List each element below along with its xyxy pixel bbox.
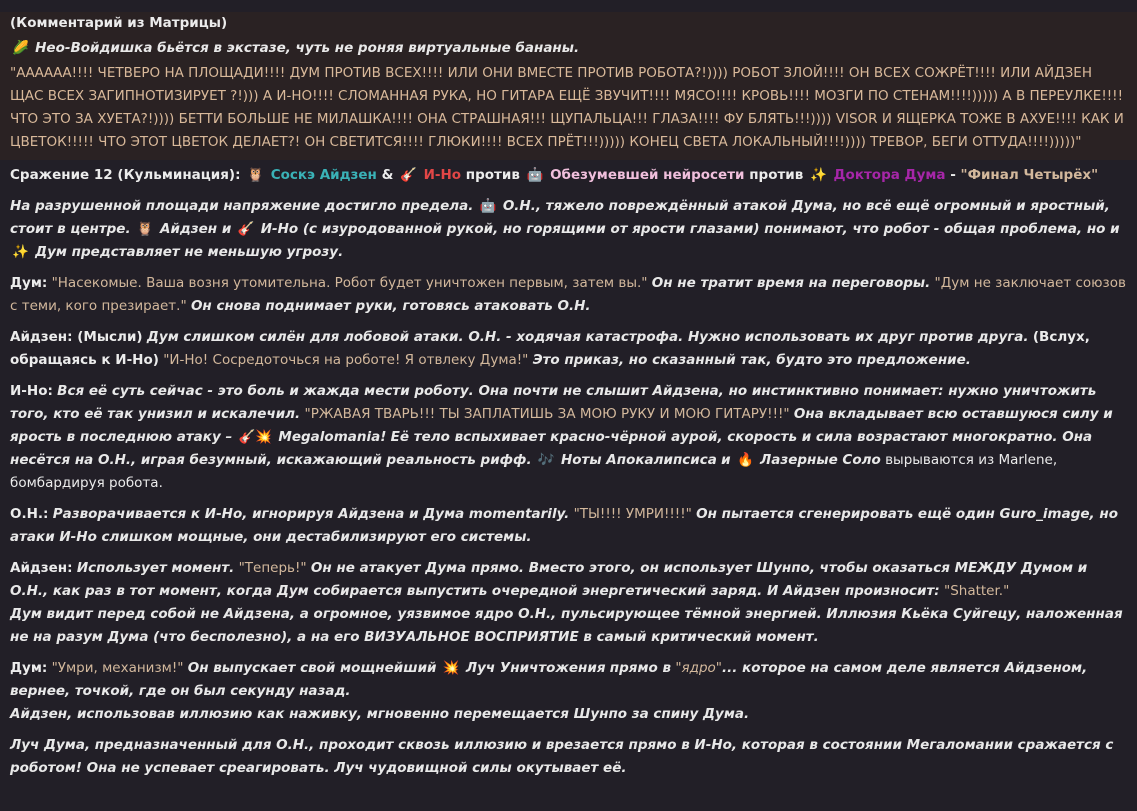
text: Использует момент. (76, 560, 235, 576)
paragraph-6 (10, 557, 1127, 649)
text: ... которое на самом деле является Айдзеном, вернее, точкой, где он был секунду назад. (10, 660, 1088, 699)
text: Разворачивается к И-Но, игнорируя Айдзена и Дума momentarily. (52, 506, 570, 522)
amp: & (381, 167, 394, 183)
speaker: О.Н.: (10, 506, 49, 522)
matrix-heading: (Комментарий из Матрицы) (10, 15, 228, 31)
text: вырываются из Marlene, бомбардируя робота. (10, 452, 1058, 491)
skill-notes: Ноты Апокалипсиса (560, 452, 717, 468)
dialogue: "Умри, механизм!" (51, 660, 184, 676)
text: Луч Дума, предназначенный для О.Н., проходит сквозь иллюзию и врезается прямо в И-Но, которая в состоянии Мегаломании сражается с роботом! Она не успевает среагировать. Луч чудовищной силы окутывает её. (10, 737, 1114, 776)
battle-header (10, 164, 1127, 187)
text: Айдзен и (160, 221, 232, 237)
guitar-icon: 🎸 (237, 221, 255, 237)
speaker: Айдзен: (Мысли) (10, 329, 143, 345)
text: Дум видит перед собой не Айдзена, а огромное, уязвимое ядро О.Н., пульсирующее тёмной энергией. Иллюзия Кьёка Суйгецу, наложенная не на разум Дума (что бесполезно), а на его ВИЗУАЛЬНОЕ ВОСПРИЯТИЕ в самый критический момент. (10, 606, 1123, 645)
text: Он выпускает свой мощнейший (187, 660, 437, 676)
explosion-icon: 💥 (442, 660, 460, 676)
text: Он пытается сгенерировать ещё один Guro_image, но атаки И-Но слишком мощные, они дестабилизируют его системы. (10, 506, 1118, 545)
dialogue: "Shatter." (943, 583, 1010, 599)
robot-icon: 🤖 (479, 198, 497, 214)
beam-name: Луч Уничтожения (465, 660, 606, 676)
text: Он снова поднимает руки, готовясь атаковать О.Н. (190, 298, 591, 314)
robot-icon: 🤖 (526, 167, 544, 183)
owl-icon: 🦉 (136, 221, 154, 237)
text: Он не атакует Дума прямо. Вместо этого, он использует Шунпо, чтобы оказаться МЕЖДУ Думом и О.Н., как раз в тот момент, когда Дум собирается выпустить очередной энергетический заряд. И Айдзен произносит: (10, 560, 1088, 599)
vs-2: против (749, 167, 804, 183)
doom-name: Доктора Дума (833, 167, 946, 183)
text: Она вкладывает всю оставшуюся силу и ярость в последнюю атаку – (10, 406, 1113, 445)
guitar-icon: 🎸 (400, 167, 417, 183)
text: Айдзен, использовав иллюзию как наживку, мгновенно перемещается Шунпо за спину Дума. (10, 706, 750, 722)
dialogue: "ядро" (675, 660, 723, 676)
speaker: Айдзен: (10, 560, 73, 576)
text: И-Но (с изуродованной рукой, но горящими от ярости глазами) понимают, что робот - общая проблема, но и (260, 221, 1120, 237)
text: Он не тратит время на переговоры. (651, 275, 931, 291)
robot-name: Обезумевшей нейросети (550, 167, 745, 183)
sparkle-icon: ✨ (12, 244, 29, 260)
dialogue: "Теперь!" (238, 560, 307, 576)
paragraph-5 (10, 503, 1127, 549)
dialogue: "Насекомые. Ваша возня утомительна. Робот будет уничтожен первым, затем вы." (51, 275, 648, 291)
text: прямо в (609, 660, 672, 676)
aside: (Вслух, обращаясь к И-Но) (10, 329, 1090, 368)
paragraph-8 (10, 734, 1127, 780)
paragraph-3 (10, 326, 1127, 372)
skill-laser: Лазерные Соло (760, 452, 881, 468)
vs-1: против (465, 167, 520, 183)
dialogue: "РЖАВАЯ ТВАРЬ!!! ТЫ ЗАПЛАТИШЬ ЗА МОЮ РУКУ И МОЮ ГИТАРУ!!!" (304, 406, 790, 422)
fire-icon: 🔥 (736, 452, 754, 468)
text: Это приказ, но сказанный так, будто это предложение. (532, 352, 971, 368)
dash: - (950, 167, 956, 183)
text: Дум слишком силён для лобовой атаки. О.Н. - ходячая катастрофа. Нужно использовать их друг против друга. (146, 329, 1029, 345)
corn-icon: 🌽 (12, 40, 29, 56)
sparkle-icon: ✨ (810, 167, 827, 183)
owl-icon: 🦉 (247, 167, 264, 183)
text: О.Н., тяжело повреждённый атакой Дума, но всё ещё огромный и яростный, стоит в центре. (10, 198, 1110, 237)
matrix-commentary (0, 12, 1137, 160)
skill-name: Megalomania! (278, 429, 387, 445)
text: Дум представляет не меньшую угрозу. (35, 244, 344, 260)
text: и (721, 452, 731, 468)
ino-name: И-Но (423, 167, 462, 183)
dialogue: "И-Но! Сосредоточься на роботе! Я отвлеку Дума!" (163, 352, 529, 368)
paragraph-7 (10, 657, 1127, 726)
speaker: Дум: (10, 660, 48, 676)
speaker: И-Но: (10, 383, 53, 399)
aizen-name: Соскэ Айдзен (270, 167, 377, 183)
speaker: Дум: (10, 275, 48, 291)
matrix-intro: Нео-Войдишка бьётся в экстазе, чуть не роняя виртуальные бананы. (35, 40, 580, 56)
battle-prefix: Сражение 12 (Кульминация): (10, 167, 241, 183)
dialogue: "ТЫ!!!! УМРИ!!!!" (573, 506, 692, 522)
battle-subtitle: "Финал Четырёх" (960, 167, 1099, 183)
dialogue: "Дум не заключает союзов с теми, кого презирает." (10, 275, 1126, 314)
matrix-quote: "АААААА!!!! ЧЕТВЕРО НА ПЛОЩАДИ!!!! ДУМ ПРОТИВ ВСЕХ!!!! ИЛИ ОНИ ВМЕСТЕ ПРОТИВ РОБОТА?!)))) РОБОТ ЗЛОЙ!!!! ОН ВСЕХ СОЖРЁТ!!!! ИЛИ АЙДЗЕН ЩАС ВСЕХ ЗАГИПНОТИЗИРУЕТ ?!))) А И-НО!!!! СЛОМАННАЯ РУКА, НО ГИТАРА ЕЩЁ ЗВУЧИТ!!!! МЯСО!!!! КРОВЬ!!!! МОЗГИ ПО СТЕНАМ!!!!))))) А В ПЕРЕУЛКЕ!!!! ЧТО ЭТО ЗА ХУЕТА?!)))) БЕТТИ БОЛЬШЕ НЕ МИЛАШКА!!!! ОНА СТРАШНАЯ!!! ЩУПАЛЬЦА!!! ГЛАЗА!!!! ФУ БЛЯТЬ!!!)))) VISOR И ЯЩЕРКА ТОЖЕ В АХУЕ!!!! КАК И ЦВЕТОК!!!!! ЧТО ЭТОТ ЦВЕТОК ДЕЛАЕТ?! ОН СВЕТИТСЯ!!!! ГЛЮКИ!!!! ВСЕХ ПРЁТ!!!))))) КОНЕЦ СВЕТА ЛОКАЛЬНЫЙ!!!!)))) ТРЕВОР, БЕГИ ОТТУДА!!!!)))))" (10, 65, 1124, 150)
text: Её тело вспыхивает красно-чёрной аурой, скорость и сила возрастают многократно. Она несётся на О.Н., играя безумный, искажающий реальность рифф. (10, 429, 1093, 468)
text: Вся её суть сейчас - это боль и жажда мести роботу. Она почти не слышит Айдзена, но инстинктивно понимает: нужно уничтожить того, кто её так унизил и искалечил. (10, 383, 1097, 422)
paragraph-2 (10, 272, 1127, 318)
paragraph-1 (10, 195, 1127, 264)
music-notes-icon: 🎶 (537, 452, 555, 468)
guitar-explosion-icon: 🎸💥 (238, 429, 273, 445)
text: На разрушенной площади напряжение достигло предела. (10, 198, 474, 214)
paragraph-4 (10, 380, 1127, 495)
